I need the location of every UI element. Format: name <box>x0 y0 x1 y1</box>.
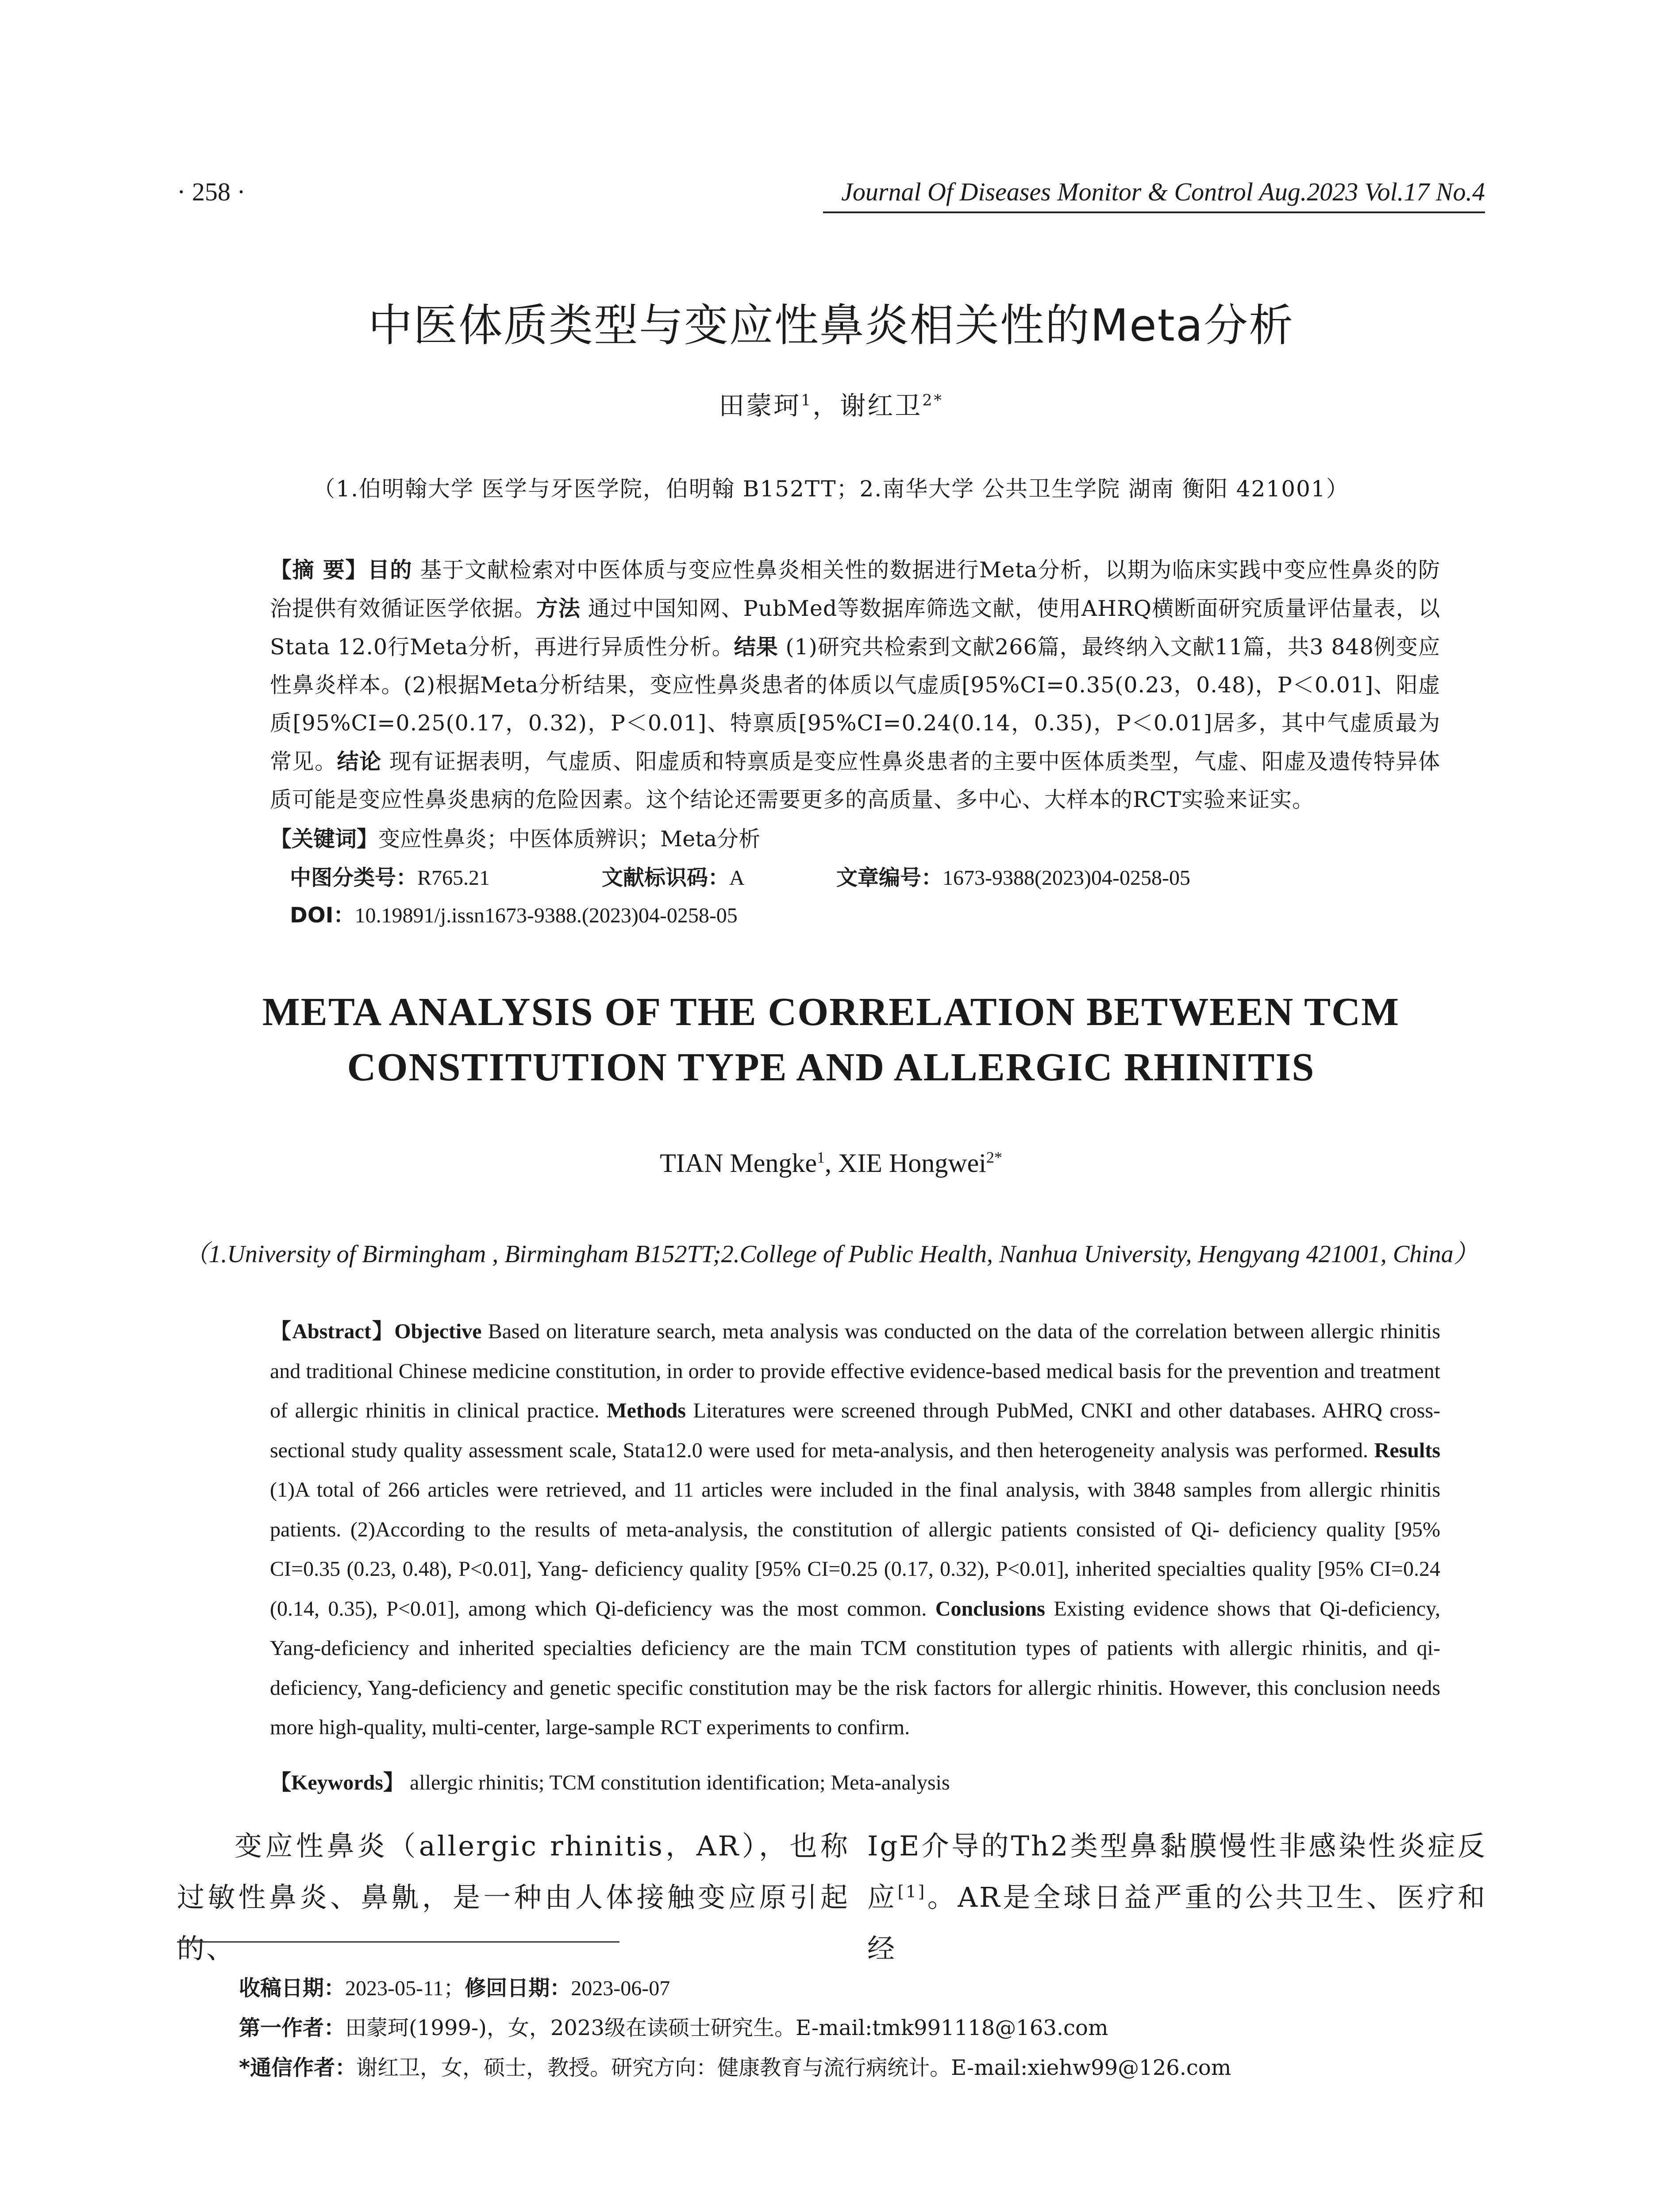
english-affiliation: （1.University of Birmingham , Birmingham B152TT;2.College of Public Health, Nanhua University, Hengyang 421001, China） <box>184 1240 1478 1268</box>
footnote-corresponding-author: *通信作者：谢红卫，女，硕士，教授。研究方向：健康教育与流行病统计。E-mail:xiehw99@126.com <box>239 2055 1231 2080</box>
doi: DOI：10.19891/j.issn1673-9388.(2023)04-0258-05 <box>290 903 738 928</box>
footnote-first-author: 第一作者：田蒙珂(1999-)，女，2023级在读硕士研究生。E-mail:tmk991118@163.com <box>239 2016 1108 2040</box>
journal-header: Journal Of Diseases Monitor & Control Aug.2023 Vol.17 No.4 <box>841 177 1485 206</box>
english-keywords: 【Keywords】 allergic rhinitis; TCM constitution identification; Meta-analysis <box>270 1771 950 1794</box>
chinese-authors: 田蒙珂$^1$，谢红卫$^{2*}$ <box>719 391 943 421</box>
header-rule <box>823 211 1485 213</box>
chinese-keywords: 【关键词】变应性鼻炎；中医体质辨识；Meta分析 <box>270 826 761 852</box>
footnote-dates: 收稿日期：2023-05-11；修回日期：2023-06-07 <box>239 1976 670 2001</box>
citation-ref: [1] <box>897 1882 927 1901</box>
page-number: · 258 · <box>177 177 246 206</box>
body-column-left: 变应性鼻炎（allergic rhinitis，AR），也称过敏性鼻炎、鼻鼽，是一种由人体接触变应原引起的、 <box>177 1830 850 1965</box>
chinese-title: 中医体质类型与变应性鼻炎相关性的Meta分析 <box>368 300 1294 351</box>
english-title: META ANALYSIS OF THE CORRELATION BETWEEN TCM CONSTITUTION TYPE AND ALLERGIC RHINITIS <box>262 990 1400 1089</box>
classification-number: 中图分类号：R765.21 <box>290 865 490 890</box>
article-number: 文章编号：1673-9388(2023)04-0258-05 <box>836 865 1190 890</box>
chinese-affiliation: （1.伯明翰大学 医学与牙医学院，伯明翰 B152TT；2.南华大学 公共卫生学院 湖南 衡阳 421001） <box>313 476 1349 502</box>
body-column-right: IgE介导的Th2类型鼻黏膜慢性非感染性炎症反应[1]。AR是全球日益严重的公共卫生、医疗和经 <box>867 1830 1487 1965</box>
footnote-rule <box>177 1941 619 1943</box>
chinese-abstract: 【摘 要】目的 基于文献检索对中医体质与变应性鼻炎相关性的数据进行Meta分析，以期为临床实践中变应性鼻炎的防治提供有效循证医学依据。方法 通过中国知网、PubMed等数据库筛选文献，使用AHRQ横断面研究质量评估量表，以Stata 12.0行Meta分析，再进行异质性分析。结果 (1)研究共检索到文献266篇，最终纳入文献11篇，共3 848例变应性鼻炎样本。(2)根据Meta分析结果，变应性鼻炎患者的体质以气虚质[95%CI=0.35(0.23，0.48)，P＜0.01]、阳虚质[95%CI=0.25(0.17，0.32)，P＜0.01]、特禀质[95%CI=0.24(0.14，0.35)，P＜0.01]居多，其中气虚质最为常见。结论 现有证据表明，气虚质、阳虚质和特禀质是变应性鼻炎患者的主要中医体质类型，气虚、阳虚及遗传特异体质可能是变应性鼻炎患病的危险因素。这个结论还需要更多的高质量、多中心、大样本的RCT实验来证实。 <box>270 557 1440 812</box>
english-authors: TIAN Mengke$^1$, XIE Hongwei$^{2*}$ <box>660 1148 1002 1178</box>
document-identifier: 文献标识码：A <box>602 865 745 890</box>
english-abstract: 【Abstract】Objective Based on literature search, meta analysis was conducted on the data of the correlation between allergic rhinitis and traditional Chinese medicine constitution, in order to provide effective evidence-based medical basis for the prevention and treatment of allergic rhinitis in clinical practice. Methods Literatures were screened through PubMed, CNKI and other databases. AHRQ cross-sectional study quality assessment scale, Stata12.0 were used for meta-analysis, and then heterogeneity analysis was performed. Results (1)A total of 266 articles were retrieved, and 11 articles were included in the final analysis, with 3848 samples from allergic rhinitis patients. (2)According to the results of meta-analysis, the constitution of allergic patients consisted of Qi- deficiency quality [95% CI=0.35 (0.23, 0.48), P<0.01], Yang- deficiency quality [95% CI=0.25 (0.17, 0.32), P<0.01], inherited specialties quality [95% CI=0.24 (0.14, 0.35), P<0.01], among which Qi-deficiency was the most common. Conclusions Existing evidence shows that Qi-deficiency, Yang-deficiency and inherited specialties deficiency are the main TCM constitution types of patients with allergic rhinitis, and qi-deficiency, Yang-deficiency and genetic specific constitution may be the risk factors for allergic rhinitis. However, this conclusion needs more high-quality, multi-center, large-sample RCT experiments to confirm. <box>270 1320 1441 1739</box>
